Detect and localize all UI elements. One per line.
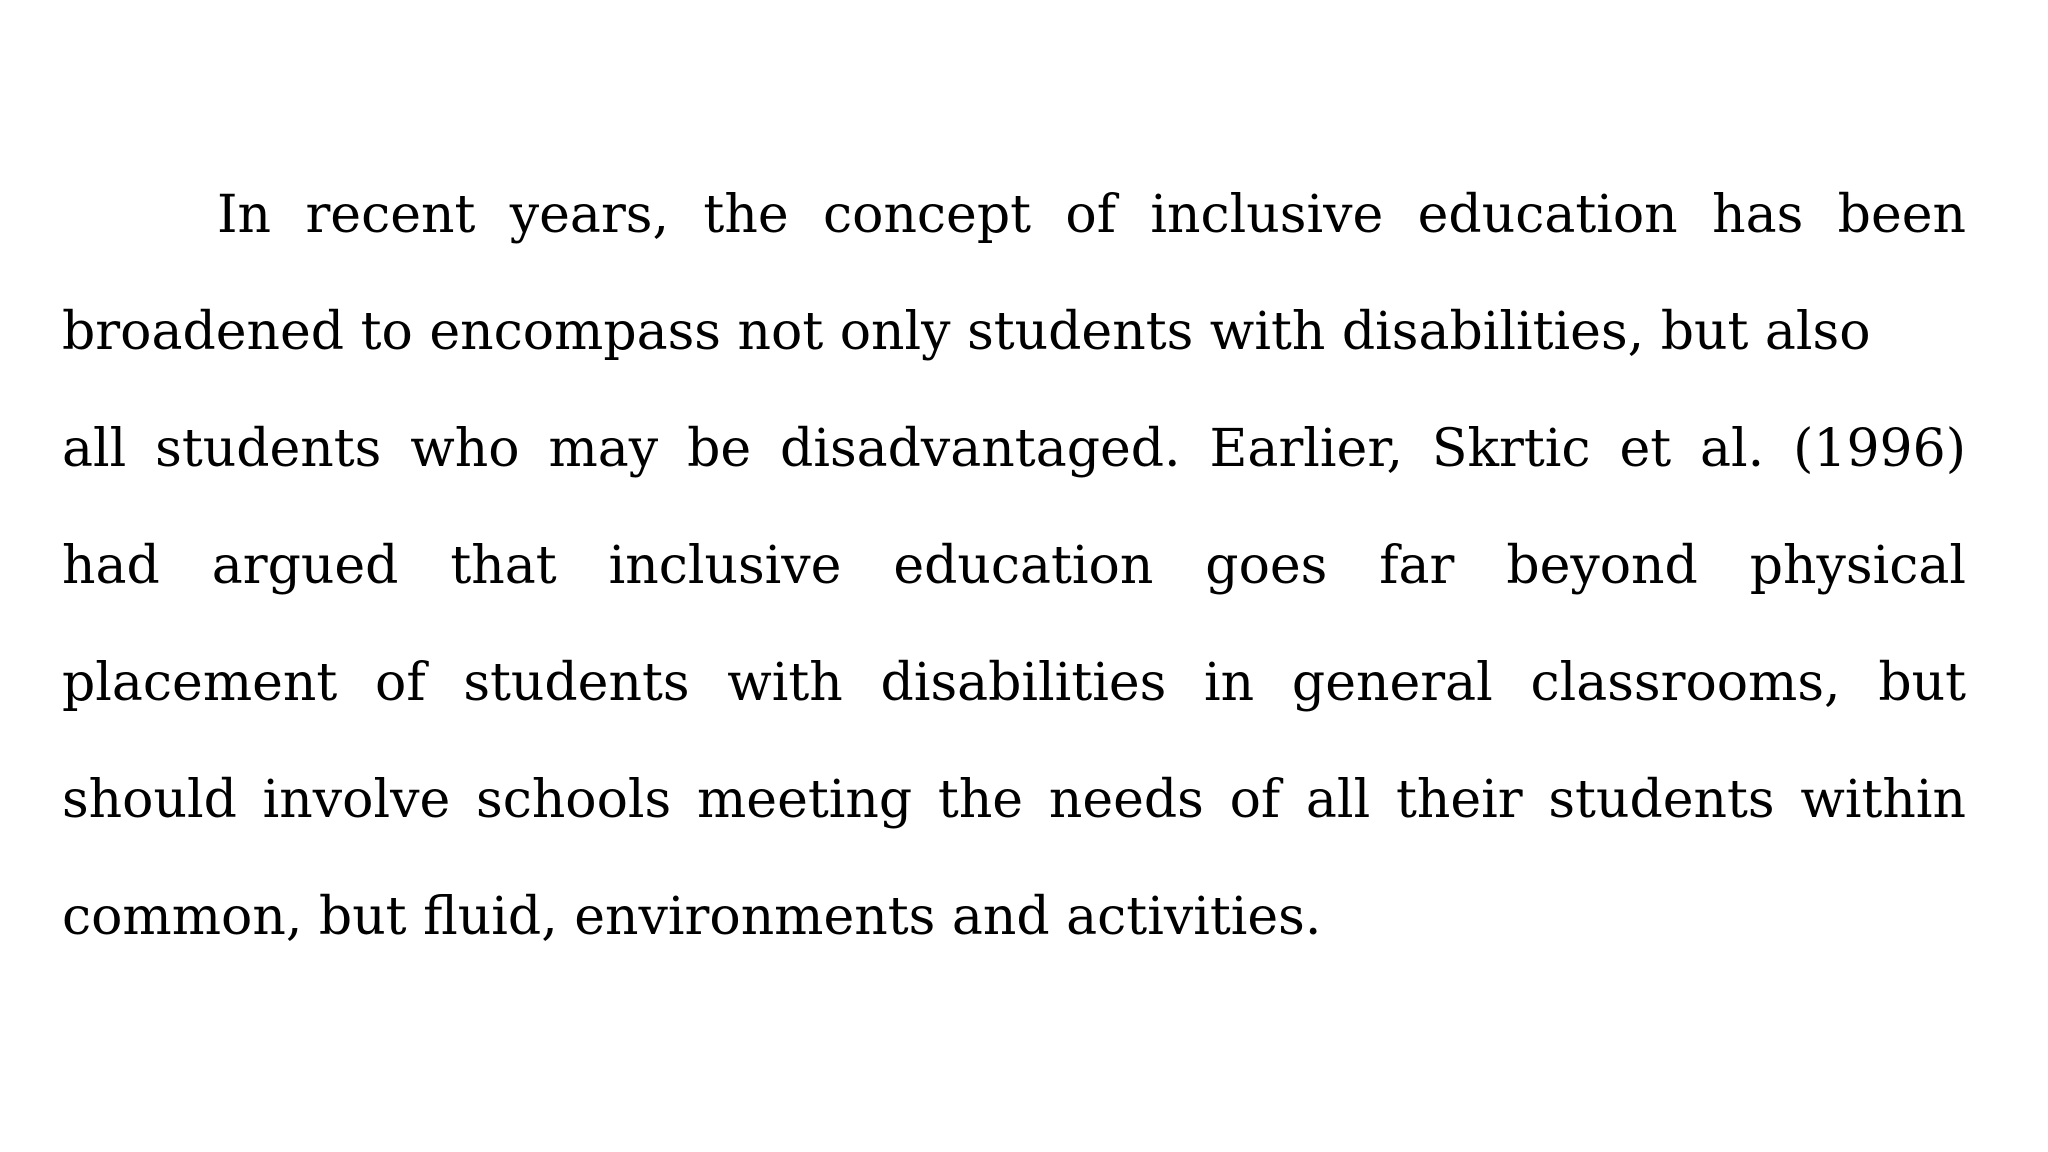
paragraph-line-6: should involve schools meeting the needs of all their students within <box>62 770 1966 830</box>
paragraph-line-5: placement of students with disabilities in general classrooms, but <box>62 653 1966 713</box>
paragraph <box>62 170 1966 989</box>
paragraph-line-2: broadened to encompass not only students with disabilities, but also <box>62 302 1871 362</box>
paragraph-line-3: all students who may be disadvantaged. Earlier, Skrtic et al. (1996) <box>62 419 1966 479</box>
paragraph-line-4: had argued that inclusive education goes far beyond physical <box>62 536 1966 596</box>
paragraph-line-1: In recent years, the concept of inclusive education has been <box>217 185 1966 245</box>
paragraph-line-7: common, but fluid, environments and activities. <box>62 887 1322 947</box>
